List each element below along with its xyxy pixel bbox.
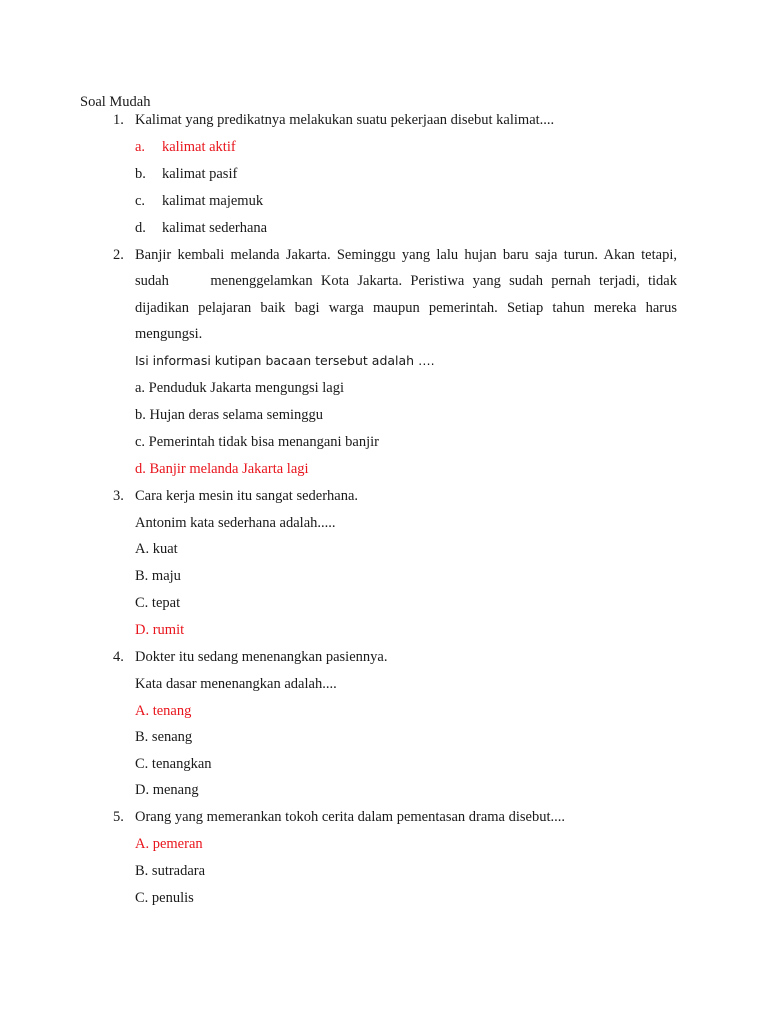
q1-question: Kalimat yang predikatnya melakukan suatu pekerjaan disebut kalimat.... — [135, 112, 555, 128]
q5-option-b: B. sutradara — [135, 863, 206, 879]
q4-option-a-answer: A. tenang — [135, 703, 192, 719]
q3-prompt: Antonim kata sederhana adalah..... — [135, 515, 336, 531]
q2-option-b: b. Hujan deras selama seminggu — [135, 407, 324, 423]
q5-number: 5. — [113, 809, 124, 825]
q2-passage-line-3: dijadikan pelajaran baik bagi warga maupun pemerintah. Setiap tahun mereka harus — [135, 300, 677, 316]
q4-option-b: B. senang — [135, 729, 193, 745]
q2-option-a: a. Penduduk Jakarta mengungsi lagi — [135, 380, 344, 396]
q3-number: 3. — [113, 488, 124, 504]
q3-option-c: C. tepat — [135, 595, 181, 611]
q1-option-a-answer: kalimat aktif — [162, 139, 236, 155]
q3-option-a: A. kuat — [135, 541, 178, 557]
q3-option-d-answer: D. rumit — [135, 622, 185, 638]
q5-option-c: C. penulis — [135, 890, 194, 906]
q2-passage-line-2: sudah menenggelamkan Kota Jakarta. Peristiwa yang sudah pernah terjadi, tidak — [135, 273, 677, 289]
q1-number: 1. — [113, 112, 124, 128]
q5-option-a-answer: A. pemeran — [135, 836, 203, 852]
q4-option-c: C. tenangkan — [135, 756, 212, 772]
page-heading: Soal Mudah — [80, 94, 151, 110]
q1-option-b-letter: b. — [135, 166, 146, 182]
q2-prompt: Isi informasi kutipan bacaan tersebut adalah …. — [135, 353, 435, 368]
q4-number: 4. — [113, 649, 124, 665]
q4-prompt: Kata dasar menenangkan adalah.... — [135, 676, 337, 692]
q2-passage-line-4: mengungsi. — [135, 326, 203, 342]
q2-option-c: c. Pemerintah tidak bisa menangani banjir — [135, 434, 380, 450]
q1-option-b: kalimat pasif — [162, 166, 238, 182]
q1-option-a-letter: a. — [135, 139, 146, 155]
q2-number: 2. — [113, 247, 124, 263]
q2-option-d-answer: d. Banjir melanda Jakarta lagi — [135, 461, 309, 477]
q2-passage-line-1: Banjir kembali melanda Jakarta. Seminggu yang lalu hujan baru saja turun. Akan tetapi, — [135, 247, 677, 263]
q5-question: Orang yang memerankan tokoh cerita dalam pementasan drama disebut.... — [135, 809, 566, 825]
q1-option-d: kalimat sederhana — [162, 220, 268, 236]
q4-question: Dokter itu sedang menenangkan pasiennya. — [135, 649, 388, 665]
q3-option-b: B. maju — [135, 568, 181, 584]
q1-option-d-letter: d. — [135, 220, 146, 236]
q1-option-c-letter: c. — [135, 193, 146, 209]
q4-option-d: D. menang — [135, 782, 199, 798]
q3-question: Cara kerja mesin itu sangat sederhana. — [135, 488, 359, 504]
q1-option-c: kalimat majemuk — [162, 193, 264, 209]
